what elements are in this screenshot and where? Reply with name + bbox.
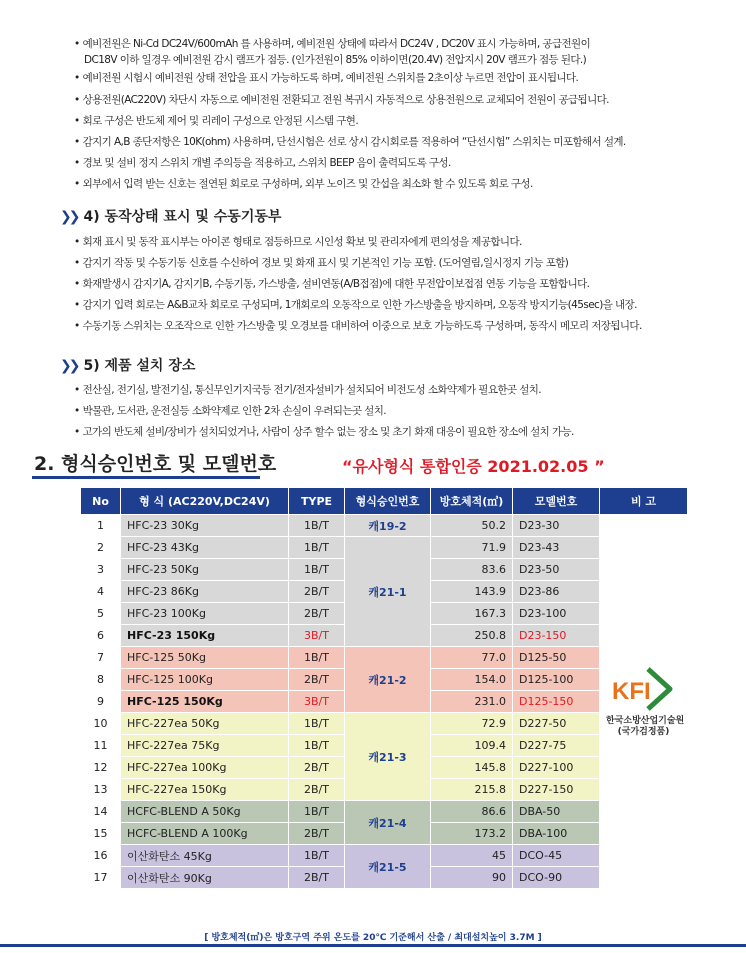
row-cert-cell: 캐19-2 bbox=[345, 515, 431, 537]
row-model-no-cell: D23-150 bbox=[513, 625, 600, 647]
intro-bullet-continuation: DC18V 이하 일경우 예비전원 감시 램프가 점등. (인가전원이 85% 이하이면(20.4V) 전압지시 20V 램프가 점등 된다.) bbox=[84, 54, 587, 66]
row-cert-cell: 캐21-5 bbox=[345, 845, 431, 889]
row-model-type-cell: HFC-23 86Kg bbox=[121, 581, 289, 603]
intro-bullet: • 상용전원(AC220V) 차단시 자동으로 예비전원 전환되고 전원 복귀시 자동적으로 상용전원으로 교체되어 전원이 공급됩니다. bbox=[74, 92, 726, 108]
row-model-no-cell: D23-50 bbox=[513, 559, 600, 581]
row-volume-cell: 231.0 bbox=[431, 691, 513, 713]
row-volume-cell: 50.2 bbox=[431, 515, 513, 537]
row-model-type-cell: HFC-227ea 50Kg bbox=[121, 713, 289, 735]
row-no-cell: 4 bbox=[81, 581, 121, 603]
intro-bullet: • 감지기 A,B 종단저항은 10K(ohm) 사용하며, 단선시험은 선로 상시 감시회로를 적용하여 “단선시험” 스위치는 미포함해서 설계. bbox=[74, 134, 726, 150]
row-no-cell: 16 bbox=[81, 845, 121, 867]
row-volume-cell: 72.9 bbox=[431, 713, 513, 735]
table-row bbox=[81, 713, 688, 735]
row-volume-cell: 71.9 bbox=[431, 537, 513, 559]
row-type-cell: 2B/T bbox=[289, 581, 345, 603]
header-remarks: 비 고 bbox=[600, 488, 688, 515]
row-model-type-cell: HCFC-BLEND A 50Kg bbox=[121, 801, 289, 823]
header-volume: 방호체적(㎥) bbox=[431, 488, 513, 515]
kfi-logo-icon bbox=[608, 665, 680, 713]
row-cert-cell: 캐21-3 bbox=[345, 713, 431, 801]
table-row bbox=[81, 515, 688, 537]
intro-bullet: • 예비전원은 Ni-Cd DC24V/600mAh 를 사용하며, 예비전원 상태에 따라서 DC24V , DC20V 표시 가능하며, 공급전원이 bbox=[74, 36, 726, 52]
row-volume-cell: 154.0 bbox=[431, 669, 513, 691]
section4-heading bbox=[60, 206, 281, 226]
row-model-no-cell: D125-150 bbox=[513, 691, 600, 713]
remarks-cell bbox=[600, 515, 688, 889]
row-type-cell: 1B/T bbox=[289, 515, 345, 537]
row-model-no-cell: D23-86 bbox=[513, 581, 600, 603]
row-no-cell: 13 bbox=[81, 779, 121, 801]
row-volume-cell: 86.6 bbox=[431, 801, 513, 823]
row-model-no-cell: D23-43 bbox=[513, 537, 600, 559]
row-no-cell: 5 bbox=[81, 603, 121, 625]
bottom-divider bbox=[0, 944, 746, 947]
section5-title: 5) 제품 설치 장소 bbox=[83, 358, 196, 374]
row-no-cell: 3 bbox=[81, 559, 121, 581]
row-model-no-cell: D23-30 bbox=[513, 515, 600, 537]
row-model-no-cell: DCO-45 bbox=[513, 845, 600, 867]
row-type-cell: 1B/T bbox=[289, 537, 345, 559]
svg-text:KFI: KFI bbox=[611, 678, 651, 705]
row-no-cell: 6 bbox=[81, 625, 121, 647]
row-type-cell: 1B/T bbox=[289, 735, 345, 757]
intro-bullet: • 외부에서 입력 받는 신호는 절연된 회로로 구성하며, 외부 노이즈 및 간섭을 최소화 할 수 있도록 회로 구성. bbox=[74, 176, 726, 192]
double-chevron-icon: ❯❯ bbox=[60, 209, 78, 225]
certification-promo: “유사형식 통합인증 2021.02.05 ” bbox=[342, 457, 605, 476]
row-model-no-cell: D23-100 bbox=[513, 603, 600, 625]
row-model-type-cell: HFC-125 150Kg bbox=[121, 691, 289, 713]
intro-bullet: • 경보 및 설비 정지 스위치 개별 주의등을 적용하고, 스위치 BEEP 음이 출력되도록 구성. bbox=[74, 155, 726, 171]
row-volume-cell: 145.8 bbox=[431, 757, 513, 779]
row-model-type-cell: HFC-23 50Kg bbox=[121, 559, 289, 581]
title-underline bbox=[32, 476, 260, 479]
row-volume-cell: 215.8 bbox=[431, 779, 513, 801]
table-row bbox=[81, 801, 688, 823]
row-model-no-cell: D125-100 bbox=[513, 669, 600, 691]
row-cert-cell: 캐21-4 bbox=[345, 801, 431, 845]
row-volume-cell: 173.2 bbox=[431, 823, 513, 845]
section5-heading bbox=[60, 355, 195, 375]
row-no-cell: 15 bbox=[81, 823, 121, 845]
intro-bullet: • 예비전원 시험시 예비전원 상태 전압을 표시 가능하도록 하며, 예비전원 스위치를 2초이상 누르면 전압이 표시됩니다. bbox=[74, 70, 726, 86]
row-model-type-cell: 이산화탄소 90Kg bbox=[121, 867, 289, 889]
model-spec-table bbox=[80, 487, 688, 889]
footnote: [ 방호체적(㎥)은 방호구역 주위 온도를 20℃ 기준해서 산출 / 최대설치높이 3.7M ] bbox=[204, 933, 542, 943]
row-volume-cell: 143.9 bbox=[431, 581, 513, 603]
section4-bullet: • 회재 표시 및 동작 표시부는 아이콘 형태로 점등하므로 시인성 확보 및 관리자에게 편의성을 제공합니다. bbox=[74, 234, 726, 250]
row-model-type-cell: HFC-23 43Kg bbox=[121, 537, 289, 559]
section4-bullet: • 감지기 작동 및 수동기동 신호를 수신하여 경보 및 화재 표시 및 기본적인 기능 포함. (도어열림,일시정지 기능 포함) bbox=[74, 255, 726, 271]
row-type-cell: 1B/T bbox=[289, 845, 345, 867]
row-no-cell: 2 bbox=[81, 537, 121, 559]
section5-bullet: • 고가의 반도체 설비/장비가 설치되었거나, 사람이 상주 할수 없는 장소 및 초기 화재 대응이 필요한 장소에 설치 가능. bbox=[74, 424, 726, 440]
row-model-type-cell: HFC-227ea 100Kg bbox=[121, 757, 289, 779]
row-type-cell: 2B/T bbox=[289, 757, 345, 779]
row-model-no-cell: D227-150 bbox=[513, 779, 600, 801]
row-model-no-cell: D227-50 bbox=[513, 713, 600, 735]
row-model-no-cell: D125-50 bbox=[513, 647, 600, 669]
section5-bullet: • 박물관, 도서관, 운전실등 소화약제로 인한 2차 손실이 우려되는곳 설치. bbox=[74, 403, 726, 419]
row-volume-cell: 109.4 bbox=[431, 735, 513, 757]
row-no-cell: 8 bbox=[81, 669, 121, 691]
table-header-row bbox=[81, 488, 688, 515]
header-model-no: 모델번호 bbox=[513, 488, 600, 515]
header-model-type: 형 식 (AC220V,DC24V) bbox=[121, 488, 289, 515]
row-type-cell: 1B/T bbox=[289, 647, 345, 669]
row-model-type-cell: HFC-125 50Kg bbox=[121, 647, 289, 669]
row-no-cell: 17 bbox=[81, 867, 121, 889]
row-model-no-cell: DCO-90 bbox=[513, 867, 600, 889]
kfi-logo bbox=[608, 665, 680, 713]
section4-bullet: • 수동기동 스위치는 오조작으로 인한 가스방출 및 오경보를 대비하여 이중으로 보호 가능하도록 구성하며, 동작시 메모리 저장됩니다. bbox=[74, 318, 726, 334]
row-no-cell: 10 bbox=[81, 713, 121, 735]
row-volume-cell: 83.6 bbox=[431, 559, 513, 581]
row-no-cell: 12 bbox=[81, 757, 121, 779]
row-model-no-cell: DBA-100 bbox=[513, 823, 600, 845]
row-type-cell: 2B/T bbox=[289, 669, 345, 691]
row-volume-cell: 77.0 bbox=[431, 647, 513, 669]
row-no-cell: 9 bbox=[81, 691, 121, 713]
row-type-cell: 1B/T bbox=[289, 713, 345, 735]
row-volume-cell: 45 bbox=[431, 845, 513, 867]
double-chevron-icon: ❯❯ bbox=[60, 358, 78, 374]
row-type-cell: 3B/T bbox=[289, 691, 345, 713]
row-no-cell: 14 bbox=[81, 801, 121, 823]
row-model-type-cell: HFC-23 100Kg bbox=[121, 603, 289, 625]
row-cert-cell: 캐21-1 bbox=[345, 537, 431, 647]
row-type-cell: 1B/T bbox=[289, 559, 345, 581]
row-model-type-cell: HFC-227ea 150Kg bbox=[121, 779, 289, 801]
row-type-cell: 2B/T bbox=[289, 779, 345, 801]
row-model-type-cell: 이산화탄소 45Kg bbox=[121, 845, 289, 867]
row-model-type-cell: HFC-23 150Kg bbox=[121, 625, 289, 647]
table-row bbox=[81, 647, 688, 669]
row-type-cell: 2B/T bbox=[289, 867, 345, 889]
row-no-cell: 11 bbox=[81, 735, 121, 757]
row-model-type-cell: HFC-125 100Kg bbox=[121, 669, 289, 691]
row-cert-cell: 캐21-2 bbox=[345, 647, 431, 713]
header-no: No bbox=[81, 488, 121, 515]
row-model-no-cell: DBA-50 bbox=[513, 801, 600, 823]
row-volume-cell: 167.3 bbox=[431, 603, 513, 625]
section4-bullet: • 감지기 입력 회로는 A&B교차 회로로 구성되며, 1개회로의 오동작으로 인한 가스방출을 방지하며, 오동작 방지기능(45sec)을 내장. bbox=[74, 297, 726, 313]
row-type-cell: 3B/T bbox=[289, 625, 345, 647]
section5-bullet: • 전산실, 전기실, 발전기실, 통신무인기지국등 전기/전자설비가 설치되어 비전도성 소화약제가 필요한곳 설치. bbox=[74, 382, 726, 398]
row-volume-cell: 250.8 bbox=[431, 625, 513, 647]
row-model-type-cell: HFC-23 30Kg bbox=[121, 515, 289, 537]
row-type-cell: 2B/T bbox=[289, 823, 345, 845]
row-model-no-cell: D227-100 bbox=[513, 757, 600, 779]
header-type: TYPE bbox=[289, 488, 345, 515]
section2-title: 2. 형식승인번호 및 모델번호 bbox=[34, 453, 277, 475]
section4-bullet: • 화재발생시 감지기A, 감지기B, 수동기동, 가스방출, 설비연동(A/B접점)에 대한 무전압이보접점 연동 기능을 포함합니다. bbox=[74, 276, 726, 292]
row-type-cell: 1B/T bbox=[289, 801, 345, 823]
row-no-cell: 1 bbox=[81, 515, 121, 537]
kfi-org-name: 한국소방산업기술원 bbox=[606, 716, 685, 726]
row-model-type-cell: HCFC-BLEND A 100Kg bbox=[121, 823, 289, 845]
table-row bbox=[81, 537, 688, 559]
row-volume-cell: 90 bbox=[431, 867, 513, 889]
section4-title: 4) 동작상태 표시 및 수동기동부 bbox=[83, 209, 282, 225]
table-row bbox=[81, 845, 688, 867]
row-model-no-cell: D227-75 bbox=[513, 735, 600, 757]
row-model-type-cell: HFC-227ea 75Kg bbox=[121, 735, 289, 757]
header-cert-no: 형식승인번호 bbox=[345, 488, 431, 515]
kfi-org-sub: (국가검정품) bbox=[617, 727, 670, 737]
intro-bullet: • 회로 구성은 반도체 제어 및 리레이 구성으로 안정된 시스템 구현. bbox=[74, 113, 726, 129]
row-type-cell: 2B/T bbox=[289, 603, 345, 625]
row-no-cell: 7 bbox=[81, 647, 121, 669]
